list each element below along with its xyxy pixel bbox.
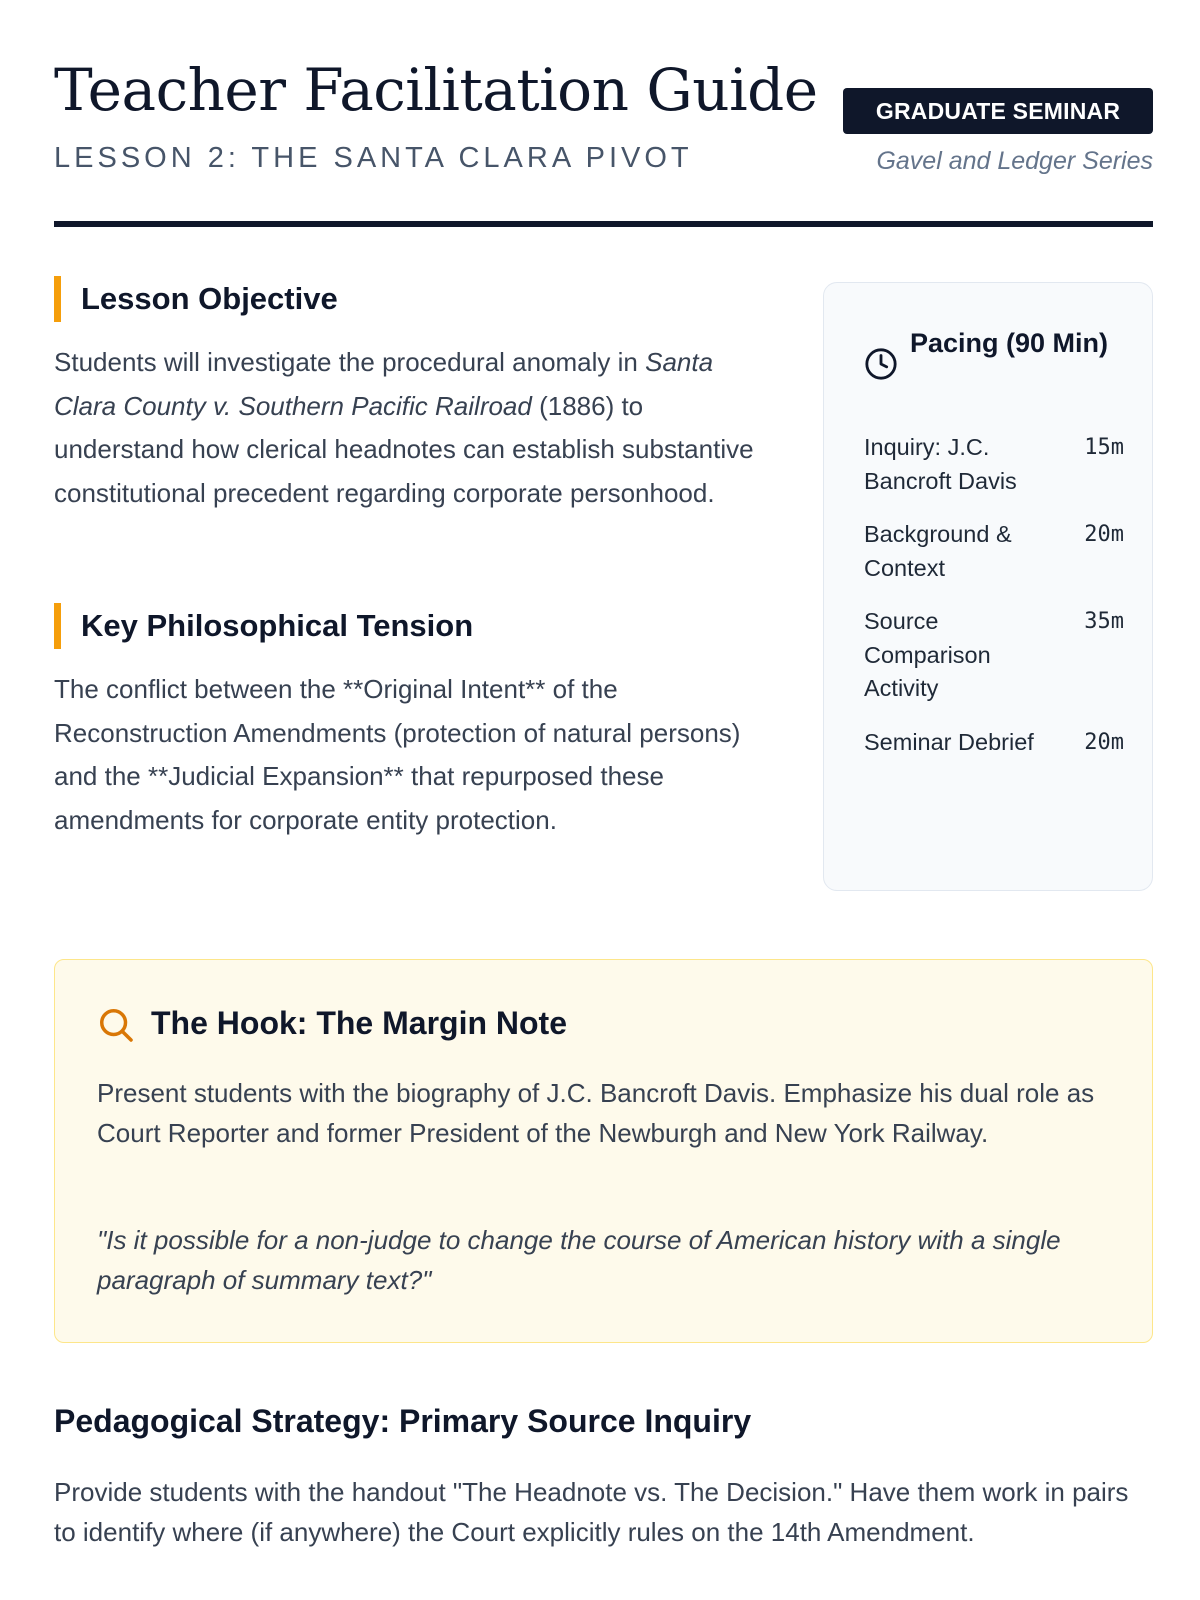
pacing-item-time: 20m: [1084, 730, 1124, 755]
strategy-title: Pedagogical Strategy: Primary Source Inquiry: [54, 1403, 752, 1439]
tension-heading: Key Philosophical Tension: [54, 603, 473, 649]
header-divider: [54, 221, 1153, 227]
objective-text-after: (1886) to understand how clerical headnotes can establish substantive constitutional precedent regarding corporate personhood.: [54, 390, 754, 508]
objective-text: [54, 341, 754, 515]
tension-text: The conflict between the **Original Intent** of the Reconstruction Amendments (protection of natural persons) and the **Judicial Expansion** that repurposed these amendments for corporate entity protection.: [54, 674, 741, 835]
pacing-item-label: Inquiry: J.C. Bancroft Davis: [864, 434, 1017, 494]
case-name: Santa Clara County v. Southern Pacific Railroad: [54, 347, 714, 421]
clock-icon: [864, 347, 898, 381]
pacing-card: [823, 282, 1153, 891]
search-icon: [97, 1006, 135, 1044]
hook-body: Present students with the biography of J.C. Bancroft Davis. Emphasize his dual role as Court Reporter and former President of the Newburgh and New York Railway.: [97, 1078, 1095, 1148]
pacing-item-time: 20m: [1084, 522, 1124, 547]
lesson-subtitle: LESSON 2: THE SANTA CLARA PIVOT: [54, 142, 693, 174]
hook-title: The Hook: The Margin Note: [151, 1005, 567, 1041]
pacing-item-label: Seminar Debrief: [864, 729, 1034, 755]
strategy-body: Provide students with the handout "The Headnote vs. The Decision." Have them work in pairs to identify where (if anywhere) the Court explicitly rules on the 14th Amendment.: [54, 1477, 1129, 1547]
pacing-item-label: Background & Context: [864, 521, 1012, 581]
objective-heading: Lesson Objective: [54, 276, 338, 322]
hook-quote: "Is it possible for a non-judge to change the course of American history with a single paragraph of summary text?": [97, 1225, 1061, 1295]
pacing-item-label: Source Comparison Activity: [864, 608, 991, 701]
pacing-item-time: 15m: [1084, 435, 1124, 460]
pacing-title: Pacing (90 Min): [910, 328, 1109, 358]
seminar-badge: GRADUATE SEMINAR: [843, 88, 1153, 134]
hook-callout: [54, 959, 1153, 1343]
pacing-item-time: 35m: [1084, 609, 1124, 634]
series-label: Gavel and Ledger Series: [876, 147, 1153, 175]
page-title: Teacher Facilitation Guide: [54, 56, 818, 124]
objective-text-before: Students will investigate the procedural anomaly in: [54, 347, 646, 377]
